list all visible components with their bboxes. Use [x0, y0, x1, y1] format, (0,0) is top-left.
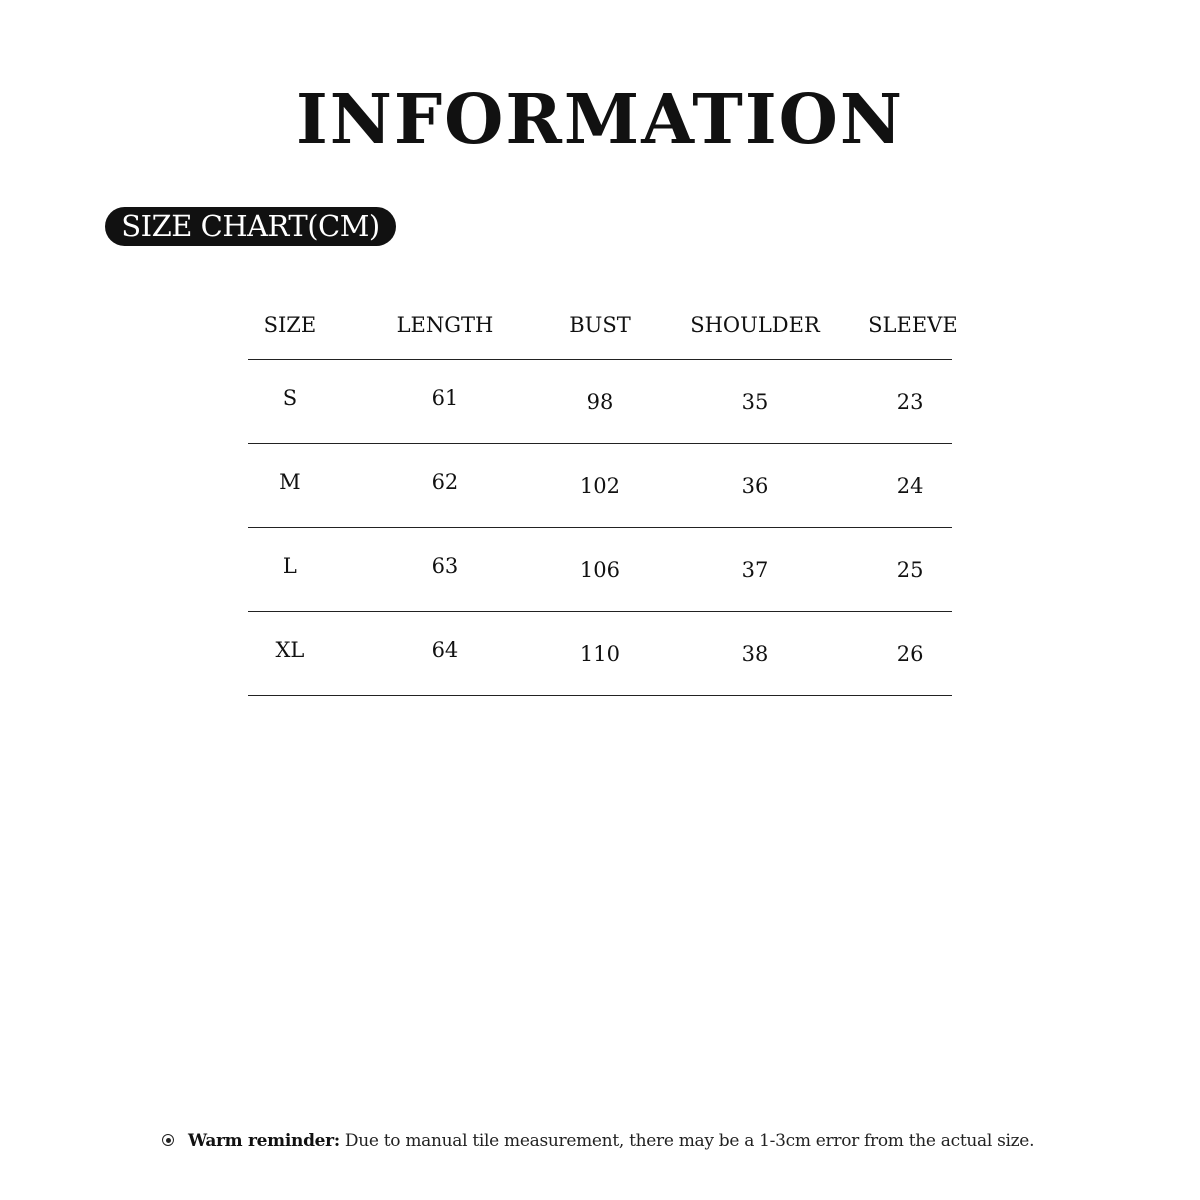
header-size: SIZE — [248, 290, 332, 360]
radio-bullet-icon — [162, 1134, 174, 1146]
cell-length: 64 — [332, 612, 558, 696]
cell-shoulder: 38 — [642, 612, 868, 696]
cell-shoulder: 36 — [642, 444, 868, 528]
cell-bust: 106 — [558, 528, 642, 612]
table-row — [248, 528, 952, 612]
warm-reminder-note — [162, 1128, 1034, 1154]
cell-length: 63 — [332, 528, 558, 612]
cell-sleeve: 26 — [868, 612, 952, 696]
cell-size: M — [248, 444, 332, 528]
cell-shoulder: 35 — [642, 360, 868, 444]
size-chart-badge: SIZE CHART(CM) — [105, 207, 396, 246]
cell-sleeve: 24 — [868, 444, 952, 528]
reminder-lead: Warm reminder: — [188, 1131, 340, 1151]
cell-length: 62 — [332, 444, 558, 528]
header-sleeve: SLEEVE — [868, 290, 952, 360]
header-bust: BUST — [558, 290, 642, 360]
page-title: INFORMATION — [295, 80, 905, 160]
cell-shoulder: 37 — [642, 528, 868, 612]
cell-size: XL — [248, 612, 332, 696]
cell-sleeve: 25 — [868, 528, 952, 612]
cell-size: L — [248, 528, 332, 612]
cell-size: S — [248, 360, 332, 444]
table-header-row — [248, 290, 952, 360]
cell-length: 61 — [332, 360, 558, 444]
cell-bust: 98 — [558, 360, 642, 444]
header-shoulder: SHOULDER — [642, 290, 868, 360]
cell-bust: 110 — [558, 612, 642, 696]
table-row — [248, 360, 952, 444]
reminder-text: Due to manual tile measurement, there may be a 1-3cm error from the actual size. — [339, 1131, 1035, 1151]
cell-sleeve: 23 — [868, 360, 952, 444]
table-row — [248, 612, 952, 696]
table-row — [248, 444, 952, 528]
size-chart-table — [248, 290, 958, 696]
header-length: LENGTH — [332, 290, 558, 360]
cell-bust: 102 — [558, 444, 642, 528]
